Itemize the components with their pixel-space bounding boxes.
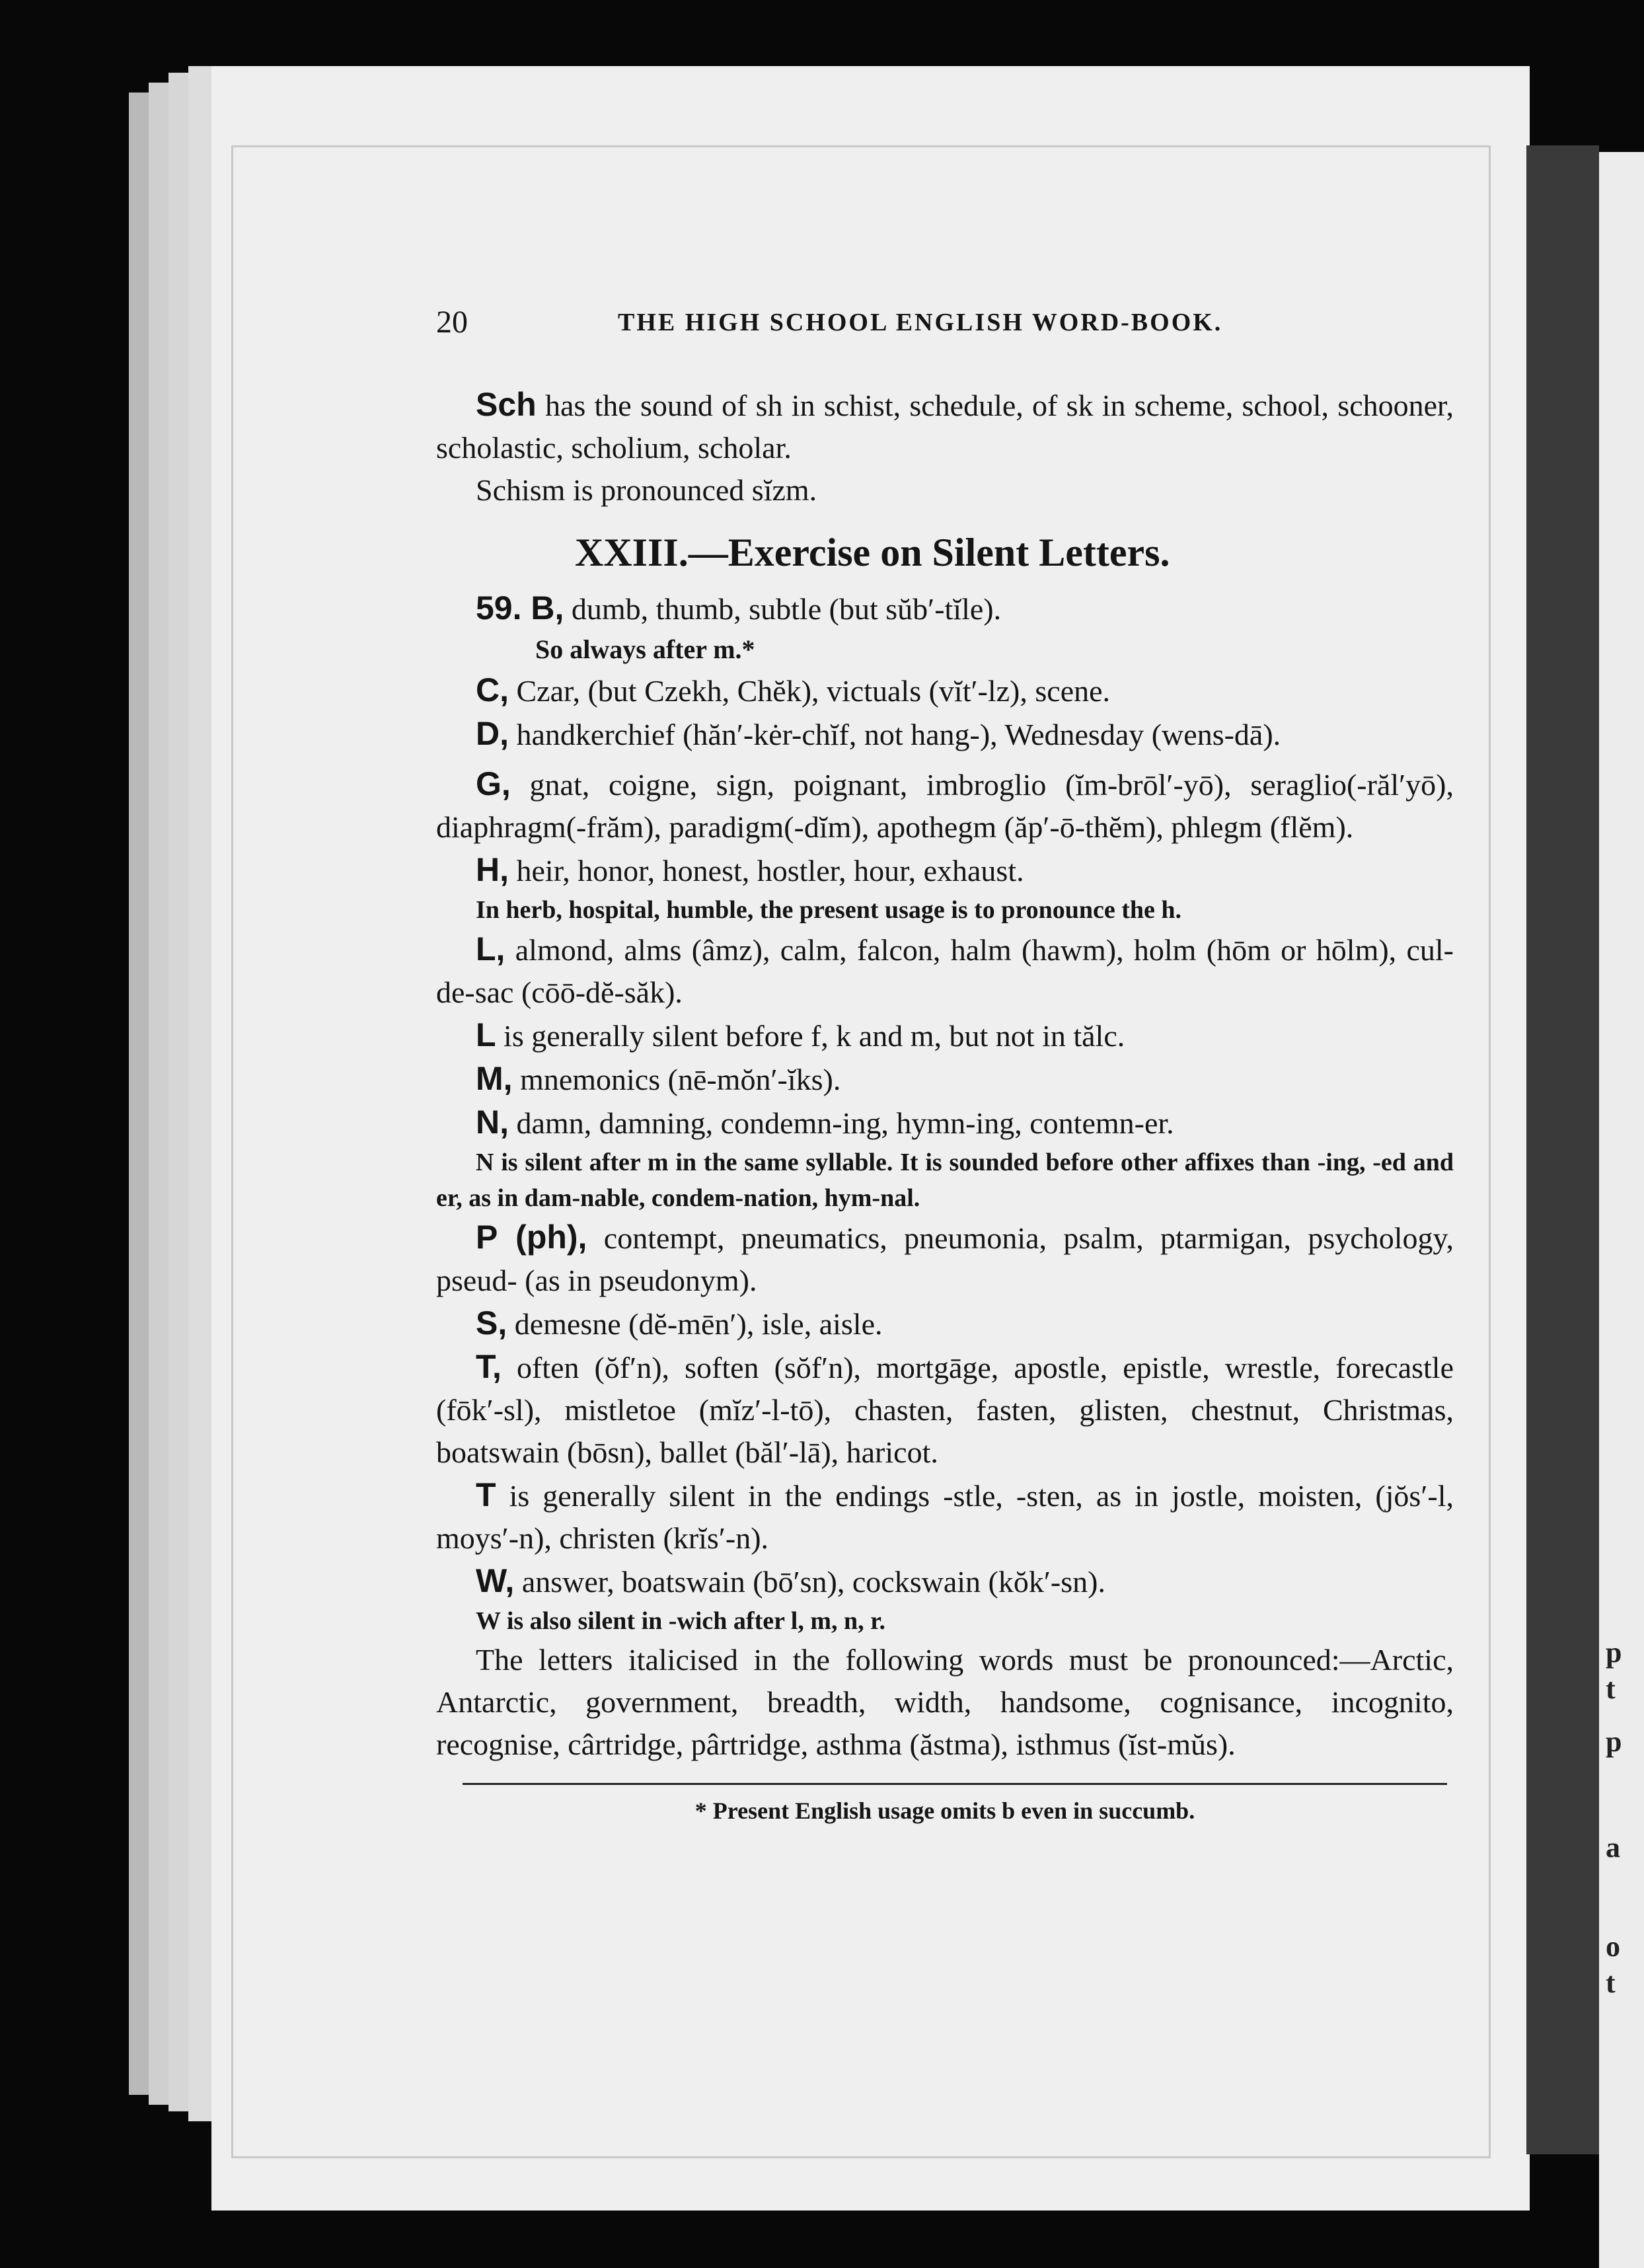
facing-letter: t — [1606, 1673, 1616, 1705]
facing-letter: a — [1606, 1831, 1620, 1864]
running-header — [436, 304, 1454, 350]
intro-paragraph — [436, 383, 1454, 469]
entry-h: H, heir, honor, honest, hostler, hour, exhaust. — [476, 851, 1024, 888]
entry-note: W is also silent in -wich after l, m, n, r. — [476, 1607, 885, 1635]
entry-g: G, gnat, coigne, sign, poignant, imbroglio (ĭm-brōl′-yō), seraglio(-răl′yō), diaphragm(-frăm), paradigm(-dĭm), apothegm (ăp′-ō-thĕm), phlegm (flĕm). — [436, 765, 1454, 844]
book-spine — [1526, 145, 1599, 2154]
entry-text: Schism is pronounced sĭzm. — [476, 473, 817, 507]
facing-letter: o — [1606, 1930, 1620, 1963]
running-title: THE HIGH SCHOOL ENGLISH WORD-BOOK. — [618, 309, 1223, 336]
section-title: XXIII.—Exercise on Silent Letters. — [575, 531, 1170, 574]
entry-s: S, demesne (dĕ-mēn′), isle, aisle. — [476, 1304, 883, 1342]
intro-paragraph — [436, 469, 1454, 511]
entry-d: D, handkerchief (hăn′-kėr-chĭf, not hang-), Wednesday (wens-dā). — [476, 715, 1281, 752]
entry-n: N, damn, damning, condemn-ing, hymn-ing, contemn-er. — [476, 1104, 1174, 1141]
entry-l-rule: L is generally silent before f, k and m, but not in tălc. — [476, 1016, 1125, 1053]
closing-paragraph: The letters italicised in the following words must be pronounced:—Arctic, Antarctic, government, breadth, width, handsome, cognisance, incognito, recognise, cârtridge, pârtridge, asthma (ăstma), isthmus (ĭst-mŭs). — [436, 1643, 1454, 1761]
entry-note: So always after m.* — [535, 634, 755, 664]
facing-letter: t — [1606, 1967, 1616, 1999]
entry-text: has the sound of sh in schist, schedule, of sk in scheme, school, schooner, scholastic, scholium, scholar. — [436, 389, 1454, 465]
entry-t-rule: T is generally silent in the endings -stle, -sten, as in jostle, moisten, (jŏs′-l, moys′-n), christen (krĭs′-n). — [436, 1476, 1454, 1555]
footnote-rule — [463, 1783, 1447, 1785]
entry-p: P (ph), contempt, pneumatics, pneumonia, psalm, ptarmigan, psychology, pseud- (as in pseudonym). — [436, 1219, 1454, 1297]
page-number: 20 — [436, 305, 468, 340]
entry-c: C, Czar, (but Czekh, Chĕk), victuals (vĭt′-lz), scene. — [476, 671, 1111, 708]
footnote: * Present English usage omits b even in succumb. — [694, 1797, 1195, 1824]
facing-letter: p — [1606, 1636, 1622, 1669]
page-text — [436, 304, 1454, 1827]
entry-t: T, often (ŏf′n), soften (sŏf′n), mortgāge, apostle, epistle, wrestle, forecastle (fōk′-sl), mistletoe (mĭz′-l-tō), chasten, fasten, glisten, chestnut, Christmas, boatswain (bōsn), ballet (băl′-lā), haricot. — [436, 1348, 1454, 1469]
entry-lead: Sch — [476, 386, 537, 423]
entry-note: In herb, hospital, humble, the present usage is to pronounce the h. — [476, 896, 1182, 924]
entry-b: 59. B, dumb, thumb, subtle (but sŭb′-tĭle). — [476, 589, 1002, 626]
facing-letter: p — [1606, 1725, 1622, 1758]
entry-w: W, answer, boatswain (bō′sn), cockswain (kŏk′-sn). — [476, 1562, 1105, 1599]
entry-note: N is silent after m in the same syllable. It is sounded before other affixes than -ing, -ed and er, as in dam-nable, condem-nation, hym-nal. — [436, 1149, 1454, 1212]
entry-l: L, almond, alms (âmz), calm, falcon, halm (hawm), holm (hōm or hōlm), cul-de-sac (cōō-dĕ-săk). — [436, 930, 1454, 1009]
facing-page-edge — [1599, 152, 1644, 2268]
entry-m: M, mnemonics (nē-mŏn′-ĭks). — [476, 1060, 841, 1097]
